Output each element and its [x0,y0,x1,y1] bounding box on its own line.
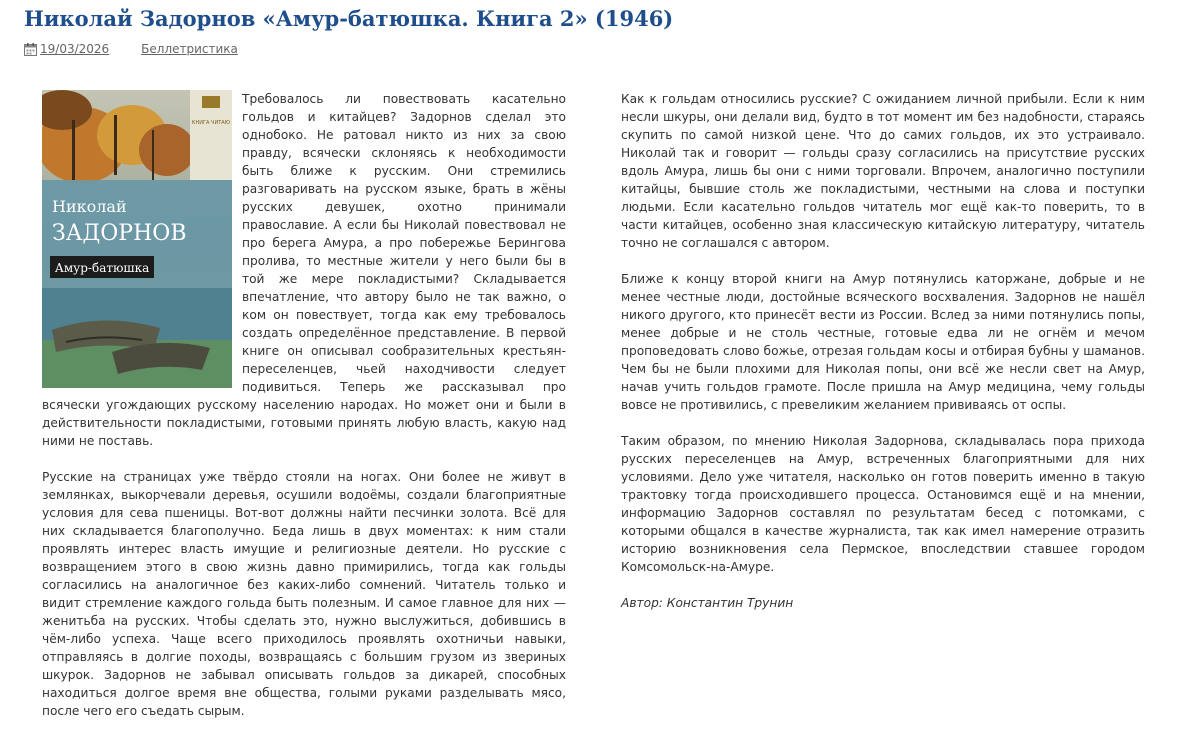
book-cover-illustration [42,90,232,388]
cover-book-title: Амур-батюшка [54,261,150,275]
author-credit: Автор: Константин Трунин [621,596,794,610]
article-paragraph-4: Ближе к концу второй книги на Амур потянулись каторжане, добрые и не менее честные люди, достойные всяческого восхваления. Задорнов не нашёл никого другого, кто принесёт вести из России. Вслед за ними потянулись попы, менее добрые и не столь честные, готовые едва ли не огнём и мечом проповедовать слово божье, отрезая гольдам косы и отбирая бубны у шаманов. Чем бы не были плохими для Николая попы, они всё же несли свет на Амур, начав учить гольдов грамоте. После пришла на Амур медицина, чему гольды вовсе не противились, с превеликим желанием прививаясь от оспы. [621,272,1145,412]
cover-author-last: ЗАДОРНОВ [52,221,187,246]
cover-author-first: Николай [52,197,127,216]
article-paragraph-2: Русские на страницах уже твёрдо стояли на ногах. Они более не живут в землянках, выкорчевали деревья, осушили водоёмы, создали благоприятные условия для сева пшеницы. Вот-вот должны найти песчинки золота. Всё для них складывается благополучно. Беда лишь в двух моментах: к ним стали проявлять интерес власть имущие и религиозные деятели. Но русские с возвращением этого в свою жизнь давно примирились, тогда как гольды согласились на аналогичное без каких-либо сомнений. Читатель только и видит стремление каждого гольда быть полезным. И самое главное для них — женитьба на русских. Чтобы сделать это, нужно выслужиться, добившись в чём-либо успеха. Чаще всего приходилось проявлять охотничьи навыки, отправляясь в долгие походы, возвращаясь с большим грузом из звериных шкурок. Задорнов не забывал описывать гольдов за дикарей, способных находиться долгое время вне общества, голыми руками разделывать мясо, после чего его съедать сырым. [42,470,566,718]
article-left-column [42,90,566,738]
post-title[interactable]: Николай Задорнов «Амур-батюшка. Книга 2» (1946) [24,6,674,31]
article-paragraph-5: Таким образом, по мнению Николая Задорнова, складывалась пора прихода русских переселенцев на Амур, встреченных благоприятными для них условиями. Дело уже читателя, насколько он готов поверить именно в такую трактовку тогда происходившего процесса. Остановимся ещё и на мнении, информацию Задорнов составлял по результатам бесед с потомками, с которыми общался в качестве журналиста, так как имел намерение отразить историю возникновения села Пермское, впоследствии ставшее городом Комсомольск-на-Амуре. [621,434,1145,574]
calendar-icon [24,43,37,56]
series-mark: КНИГА ЧИТАЮ [191,120,231,126]
article-paragraph-3: Как к гольдам относились русские? С ожиданием личной прибыли. Если к ним несли шкуры, они делали вид, будто в тот момент им без надобности, стараясь скупить по самой низкой цене. Что до самих гольдов, их это устраивало. Николай так и говорит — гольды сразу согласились на присутствие русских вдоль Амура, лишь бы они с ними торговали. Впрочем, аналогично поступили китайцы, бывшие столь же покладистыми, честными на слова и поступки людьми. Если касательно гольдов читатель мог ещё как-то поверить, то в части китайцев, особенно зная классическую китайскую литературу, читатель точно не соглашался с автором. [621,92,1145,250]
article-paragraph-1: Требовалось ли повествовать касательно гольдов и китайцев? Задорнов сделал это однобоко. Не ратовал никто из них за свою правду, всячески склоняясь к необходимости быть ближе к русским. Они стремились разговаривать на русском языке, брать в жёны русских девушек, охотно принимали православие. А если бы Николай повествовал не про берега Амура, а про побережье Берингова пролива, то местные жители у него были бы в той же мере покладистыми? Складывается впечатление, что автору было не так важно, о ком он повествует, тогда как ему требовалось создать определённое представление. В первой книге он описывал сообразительных крестьян-переселенцев, чьей находчивости следует подивиться. Теперь же рассказывал про всячески угождающих русскому населению народах. Но может они и были в действительности покладистыми, готовыми принять любую власть, какую над ними не поставь. [42,92,566,448]
post-date-link[interactable]: 19/03/2026 [40,42,110,56]
post-meta [24,42,238,56]
book-cover-image [42,90,232,388]
post-category-link[interactable]: Беллетристика [141,42,238,56]
article-right-column [621,90,1145,630]
